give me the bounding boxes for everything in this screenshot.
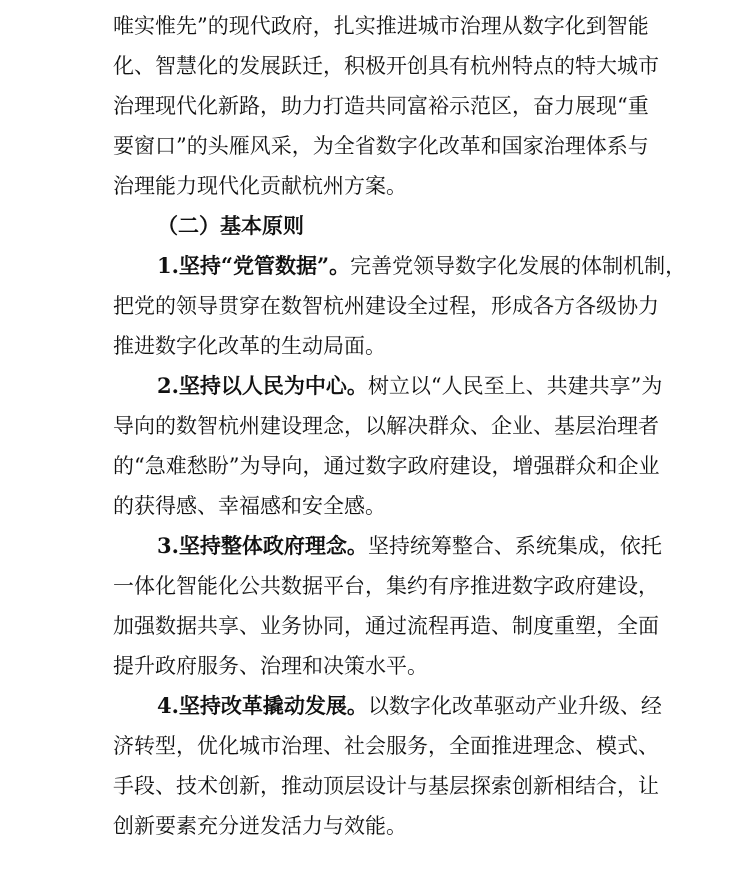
principle-3-line-3: 加强数据共享、业务协同，通过流程再造、制度重塑，全面 <box>113 614 659 638</box>
intro-line-3: 治理现代化新路，助力打造共同富裕示范区，奋力展现“重 <box>113 94 649 118</box>
principle-4-line-2: 济转型，优化城市治理、社会服务，全面推进理念、模式、 <box>113 734 659 758</box>
principle-4-line-4: 创新要素充分迸发活力与效能。 <box>113 814 407 838</box>
principle-2-line-3: 的“急难愁盼”为导向，通过数字政府建设，增强群众和企业 <box>113 454 660 478</box>
principle-3-line-4: 提升政府服务、治理和决策水平。 <box>113 654 428 678</box>
principle-4-line-3: 手段、技术创新，推动顶层设计与基层探索创新相结合，让 <box>113 774 659 798</box>
principle-4-first-line <box>157 692 662 720</box>
principle-2-first-line <box>157 372 663 400</box>
principle-1-text: 完善党领导数字化发展的体制机制， <box>350 254 687 278</box>
principle-1-first-line <box>157 252 687 280</box>
principle-2-line-4: 的获得感、幸福感和安全感。 <box>113 494 386 518</box>
principle-3-first-line <box>157 532 662 560</box>
principle-1-line-3: 推进数字化改革的生动局面。 <box>113 334 386 358</box>
principle-1-title: 1.坚持“党管数据”。 <box>157 253 351 278</box>
principle-3-text: 坚持统筹整合、系统集成，依托 <box>367 534 662 558</box>
principle-3-title: 3.坚持整体政府理念。 <box>157 533 368 558</box>
intro-line-5: 治理能力现代化贡献杭州方案。 <box>113 174 407 198</box>
principle-2-title: 2.坚持以人民为中心。 <box>157 373 368 398</box>
principle-2-line-2: 导向的数智杭州建设理念，以解决群众、企业、基层治理者 <box>113 414 659 438</box>
principle-1-line-2: 把党的领导贯穿在数智杭州建设全过程，形成各方各级协力 <box>113 294 659 318</box>
intro-line-1: 唯实惟先”的现代政府，扎实推进城市治理从数字化到智能 <box>113 14 649 38</box>
principle-4-text: 以数字化改革驱动产业升级、经 <box>367 694 662 718</box>
principle-4-title: 4.坚持改革撬动发展。 <box>157 693 368 718</box>
principle-2-text: 树立以“人民至上、共建共享”为 <box>367 374 663 398</box>
intro-line-2: 化、智慧化的发展跃迁，积极开创具有杭州特点的特大城市 <box>113 54 659 78</box>
intro-line-4: 要窗口”的头雁风采，为全省数字化改革和国家治理体系与 <box>113 134 649 158</box>
section-heading: （二）基本原则 <box>157 213 304 238</box>
principle-3-line-2: 一体化智能化公共数据平台，集约有序推进数字政府建设， <box>113 574 659 598</box>
